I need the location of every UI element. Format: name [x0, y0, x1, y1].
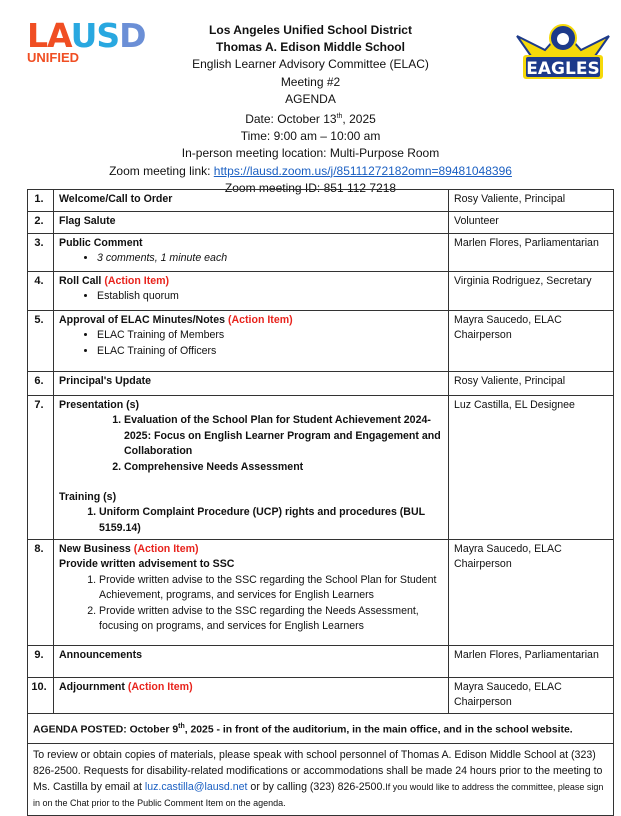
- agenda-row: [28, 540, 614, 646]
- agenda-title: AGENDA: [285, 91, 336, 106]
- item-title: Presentation (s): [59, 399, 140, 411]
- item-presenter: Marlen Flores, Parliamentarian: [449, 646, 614, 678]
- agenda-row: [28, 678, 614, 714]
- meeting-location: In-person meeting location: Multi-Purpose Room: [181, 146, 440, 161]
- agenda-row: [28, 212, 614, 234]
- meeting-time: Time: 9:00 am – 10:00 am: [240, 129, 381, 144]
- item-subtitle: Provide written advisement to SSC: [59, 558, 235, 571]
- item-presenter: Mayra Saucedo, ELAC Chairperson: [449, 311, 614, 372]
- item-presenter: Rosy Valiente, Principal: [449, 372, 614, 396]
- zoom-link-line: Zoom meeting link: https://lausd.zoom.us/j/85111272182omn=89481048396: [109, 163, 512, 178]
- edison-eagles-logo: [515, 22, 611, 80]
- meeting-date: Date: October 13th, 2025: [245, 112, 376, 127]
- agenda-row: [28, 372, 614, 396]
- document-header: [100, 22, 521, 197]
- item-number: 3.: [28, 234, 54, 272]
- footer-row: [28, 743, 614, 815]
- item-presenter: Mayra Saucedo, ELAC Chairperson: [449, 678, 614, 714]
- list-item: 1. Provide written advise to the SSC regarding the School Plan for Student Achievement, programs, and services for English Learners: [99, 573, 443, 604]
- email-link[interactable]: luz.castilla@lausd.net: [144, 781, 248, 794]
- item-number: 4.: [28, 272, 54, 311]
- agenda-table: [27, 189, 614, 816]
- item-title: Flag Salute: [59, 215, 116, 227]
- footer-note: To review or obtain copies of materials, please speak with school personnel of Thomas A. Edison Middle School at (323) 826-2500. Requests for disability-related modifications or accommodations shall be made 24 hours prior to the meeting to Ms. Castilla by email at luz.castilla@lausd.net or by calling (323) 826-2500.If you would like to address the committee, please sign in on the Chat prior to the Public Comment Item on the agenda.: [28, 743, 614, 815]
- agenda-row: [28, 646, 614, 678]
- item-title: Announcements: [59, 649, 142, 661]
- action-item-label: (Action Item): [104, 275, 170, 287]
- zoom-id: Zoom meeting ID: 851 112 7218: [224, 180, 397, 195]
- item-presenter: Rosy Valiente, Principal: [449, 190, 614, 212]
- action-item-label: (Action Item): [227, 314, 293, 326]
- district-name: Los Angeles Unified School District: [209, 23, 412, 37]
- svg-text:EAGLES: EAGLES: [526, 59, 600, 79]
- item-presenter: Virginia Rodriguez, Secretary: [449, 272, 614, 311]
- item-presenter: Marlen Flores, Parliamentarian: [449, 234, 614, 272]
- bullet-item: • Establish quorum: [97, 289, 443, 304]
- list-item: 2. Provide written advise to the SSC regarding the Needs Assessment, focusing on programs, and services for English Learners: [99, 604, 443, 635]
- posted-row: [28, 713, 614, 743]
- agenda-row: [28, 311, 614, 372]
- meeting-number: Meeting #2: [280, 74, 341, 89]
- item-title: New Business: [59, 543, 131, 555]
- zoom-link[interactable]: https://lausd.zoom.us/j/85111272182omn=89481048396: [213, 163, 512, 178]
- item-subtitle: Training (s): [59, 491, 117, 504]
- agenda-posted-note: AGENDA POSTED: October 9th, 2025 - in front of the auditorium, in the main office, and in the school website.: [28, 713, 614, 743]
- list-item: 1. Uniform Complaint Procedure (UCP) rights and procedures (BUL 5159.14): [99, 505, 443, 536]
- agenda-row: [28, 234, 614, 272]
- item-number: 7.: [28, 396, 54, 540]
- school-name: Thomas A. Edison Middle School: [216, 40, 405, 55]
- item-title: Roll Call: [59, 275, 102, 287]
- action-item-label: (Action Item): [133, 543, 199, 555]
- item-title: Welcome/Call to Order: [59, 193, 173, 205]
- list-item: 1. Evaluation of the School Plan for Student Achievement 2024-2025: Focus on English Learner Program and Engagement and Collaboration: [124, 413, 443, 459]
- bullet-item: • 3 comments, 1 minute each: [97, 251, 443, 266]
- item-number: 9.: [28, 646, 54, 678]
- bullet-item: • ELAC Training of Officers: [97, 344, 443, 359]
- item-number: 2.: [28, 212, 54, 234]
- item-title: Public Comment: [59, 237, 143, 249]
- agenda-row: [28, 190, 614, 212]
- item-number: 1.: [28, 190, 54, 212]
- list-item: 2. Comprehensive Needs Assessment: [124, 460, 443, 475]
- committee-name: English Learner Advisory Committee (ELAC): [192, 57, 429, 72]
- item-title: Principal's Update: [59, 375, 152, 387]
- item-number: 8.: [28, 540, 54, 646]
- item-number: 5.: [28, 311, 54, 372]
- item-number: 6.: [28, 372, 54, 396]
- item-presenter: Luz Castilla, EL Designee: [449, 396, 614, 540]
- item-presenter: Volunteer: [449, 212, 614, 234]
- item-title: Approval of ELAC Minutes/Notes: [59, 314, 225, 326]
- action-item-label: (Action Item): [127, 681, 193, 693]
- item-title: Adjournment: [59, 681, 125, 693]
- agenda-row: [28, 272, 614, 311]
- bullet-item: • ELAC Training of Members: [97, 328, 443, 343]
- lausd-logo: LAUSD UNIFIED: [27, 16, 146, 65]
- agenda-row: [28, 396, 614, 540]
- item-number: 10.: [28, 678, 54, 714]
- item-presenter: Mayra Saucedo, ELAC Chairperson: [449, 540, 614, 646]
